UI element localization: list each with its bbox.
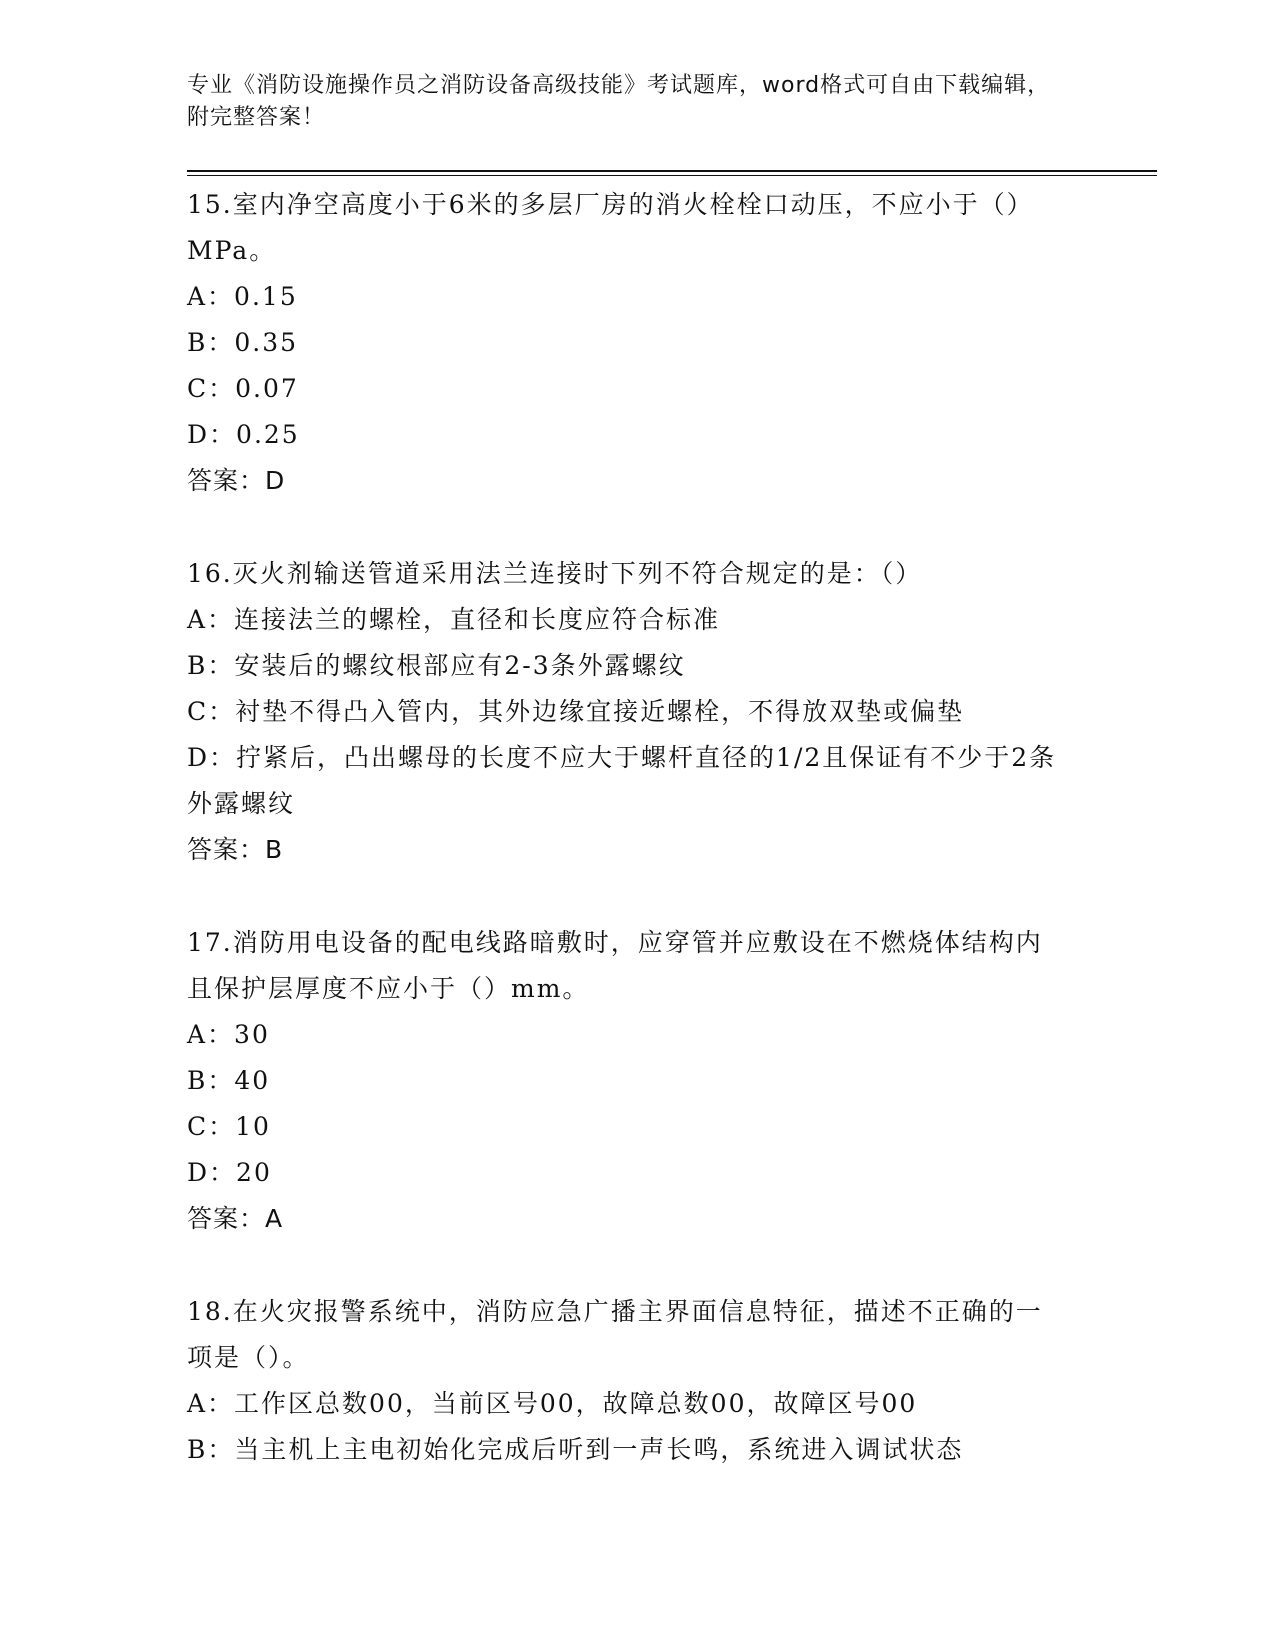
answer-line: 答案：B: [187, 835, 284, 864]
document-page: [187, 70, 1157, 1520]
header-divider: [187, 170, 1157, 176]
option-b: B：0.35: [187, 328, 299, 357]
option-c: C：衬垫不得凸入管内，其外边缘宜接近螺栓，不得放双垫或偏垫: [187, 697, 965, 726]
document-header: 专业《消防设施操作员之消防设备高级技能》考试题库，word格式可自由下载编辑，附完整答案！: [187, 73, 1051, 130]
option-a: A：工作区总数00，当前区号00，故障总数00，故障区号00: [187, 1389, 918, 1418]
question-list: [187, 182, 1067, 1473]
option-b: B：40: [187, 1066, 271, 1095]
option-c: C：10: [187, 1112, 271, 1141]
divider-thick-line: [187, 170, 1157, 172]
option-d: D：20: [187, 1158, 272, 1187]
answer-line: 答案：A: [187, 1204, 284, 1233]
option-a: A：0.15: [187, 282, 298, 311]
question-stem: 18.在火灾报警系统中，消防应急广播主界面信息特征，描述不正确的一项是（）。: [187, 1297, 1043, 1372]
question-17: [187, 920, 1067, 1242]
option-a: A：30: [187, 1020, 270, 1049]
option-b: B：安装后的螺纹根部应有2-3条外露螺纹: [187, 651, 686, 680]
question-18: [187, 1289, 1067, 1473]
question-stem: 17.消防用电设备的配电线路暗敷时，应穿管并应敷设在不燃烧体结构内且保护层厚度不应小于（）mm。: [187, 928, 1043, 1003]
option-b: B：当主机上主电初始化完成后听到一声长鸣，系统进入调试状态: [187, 1435, 964, 1464]
option-d: D：拧紧后，凸出螺母的长度不应大于螺杆直径的1/2且保证有不少于2条外露螺纹: [187, 743, 1057, 818]
option-a: A：连接法兰的螺栓，直径和长度应符合标准: [187, 605, 721, 634]
question-stem: 16.灭火剂输送管道采用法兰连接时下列不符合规定的是：（）: [187, 559, 923, 588]
option-c: C：0.07: [187, 374, 299, 403]
answer-line: 答案：D: [187, 466, 286, 495]
question-15: [187, 182, 1067, 504]
question-16: [187, 551, 1067, 873]
divider-thin-line: [187, 175, 1157, 176]
option-d: D：0.25: [187, 420, 300, 449]
question-stem: 15.室内净空高度小于6米的多层厂房的消火栓栓口动压，不应小于（）MPa。: [187, 190, 1034, 265]
